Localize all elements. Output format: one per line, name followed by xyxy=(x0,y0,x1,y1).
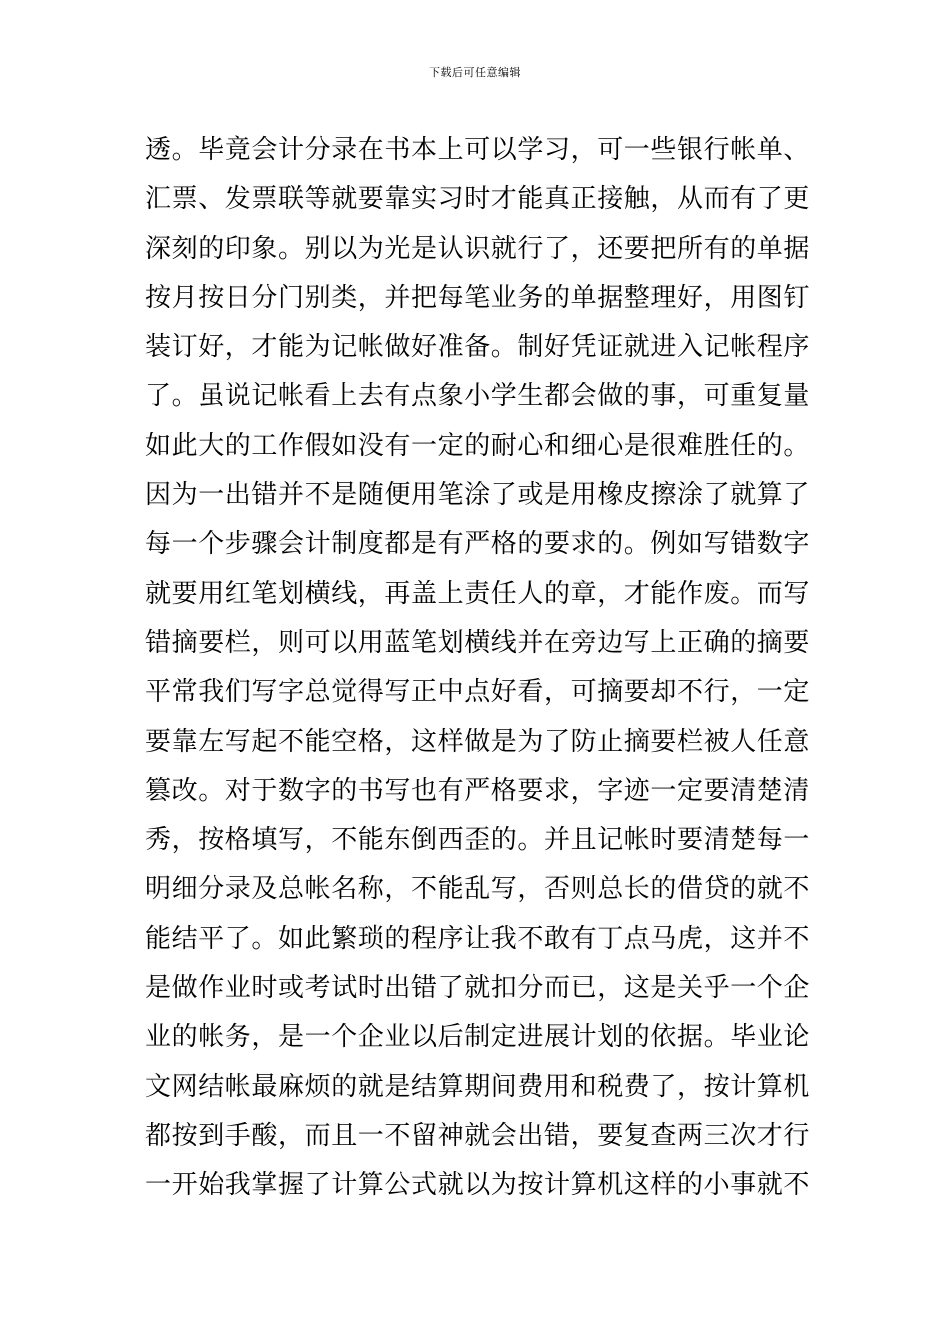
text-line-18: 是做作业时或考试时出错了就扣分而已，这是关乎一个企 xyxy=(145,973,810,1004)
text-line-14: 篡改。对于数字的书写也有严格要求，字迹一定要清楚清 xyxy=(145,775,810,806)
text-line-19: 业的帐务，是一个企业以后制定进展计划的依据。毕业论 xyxy=(145,1022,810,1053)
text-line-16: 明细分录及总帐名称，不能乱写，否则总长的借贷的就不 xyxy=(145,874,810,905)
text-line-7: 如此大的工作假如没有一定的耐心和细心是很难胜任的。 xyxy=(145,430,810,461)
text-line-11: 错摘要栏，则可以用蓝笔划横线并在旁边写上正确的摘要 xyxy=(145,627,810,658)
text-line-15: 秀，按格填写，不能东倒西歪的。并且记帐时要清楚每一 xyxy=(145,825,810,856)
text-line-1: 透。毕竟会计分录在书本上可以学习，可一些银行帐单、 xyxy=(145,135,810,165)
text-line-22: 一开始我掌握了计算公式就以为按计算机这样的小事就不 xyxy=(145,1170,810,1201)
text-line-5: 装订好，才能为记帐做好准备。制好凭证就进入记帐程序 xyxy=(145,332,810,363)
text-line-2: 汇票、发票联等就要靠实习时才能真正接触，从而有了更 xyxy=(145,184,810,215)
text-line-21: 都按到手酸，而且一不留神就会出错，要复查两三次才行 xyxy=(145,1120,810,1151)
document-body xyxy=(145,126,810,1211)
text-line-9: 每一个步骤会计制度都是有严格的要求的。例如写错数字 xyxy=(145,529,810,560)
text-line-4: 按月按日分门别类，并把每笔业务的单据整理好，用图钉 xyxy=(145,282,810,313)
text-line-10: 就要用红笔划横线，再盖上责任人的章，才能作废。而写 xyxy=(145,578,810,609)
text-line-6: 了。虽说记帐看上去有点象小学生都会做的事，可重复量 xyxy=(145,381,810,412)
text-line-17: 能结平了。如此繁琐的程序让我不敢有丁点马虎，这并不 xyxy=(145,923,810,954)
text-line-13: 要靠左写起不能空格，这样做是为了防止摘要栏被人任意 xyxy=(145,726,810,757)
text-line-8: 因为一出错并不是随便用笔涂了或是用橡皮擦涂了就算了 xyxy=(145,480,810,511)
text-line-20: 文网结帐最麻烦的就是结算期间费用和税费了，按计算机 xyxy=(145,1071,810,1102)
page-header: 下载后可任意编辑 xyxy=(429,66,521,79)
text-line-12: 平常我们写字总觉得写正中点好看，可摘要却不行，一定 xyxy=(145,677,810,708)
text-line-3: 深刻的印象。别以为光是认识就行了，还要把所有的单据 xyxy=(145,233,810,264)
